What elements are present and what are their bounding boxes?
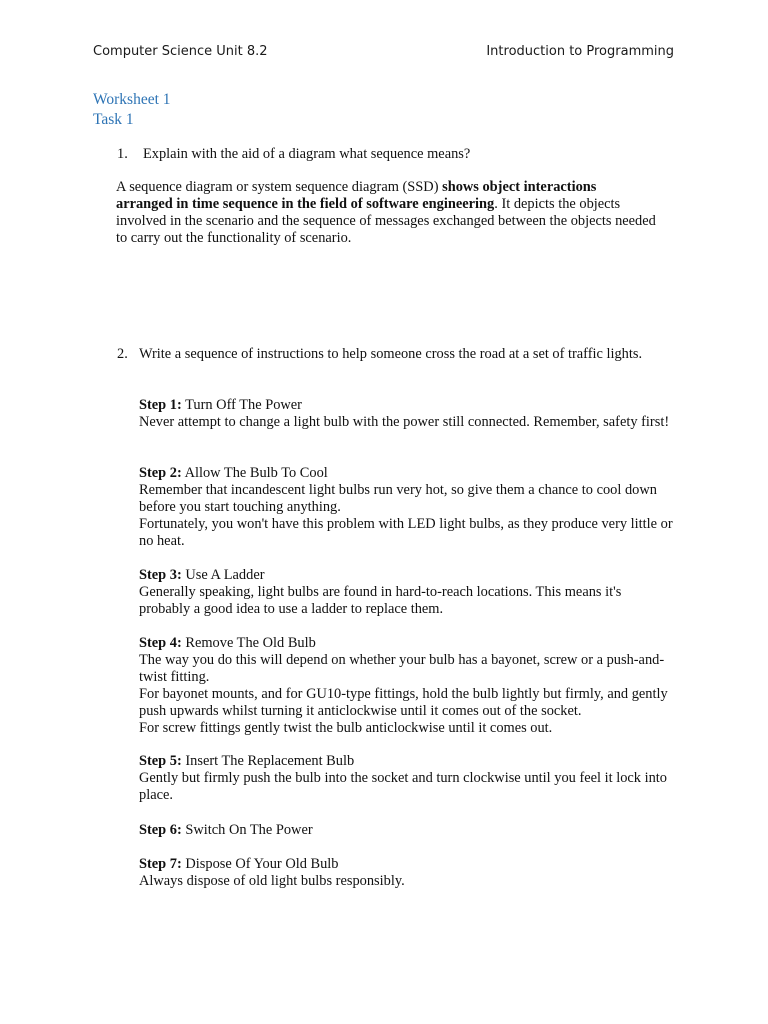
step-1-title: Turn Off The Power	[181, 397, 302, 413]
question-2-text: Write a sequence of instructions to help someone cross the road at a set of traffic lights.	[139, 346, 643, 362]
step-2-body-1: Remember that incandescent light bulbs run very hot, so give them a chance to cool down before you start touching anything.	[139, 482, 657, 515]
question-2-number: 2.	[117, 346, 128, 362]
answer-1-end: . It depicts the objects involved in the scenario and the sequence of messages exchanged between the objects needed to carry out the functionality of scenario.	[116, 196, 656, 246]
step-6	[139, 822, 674, 839]
step-4-body-3: For screw fittings gently twist the bulb anticlockwise until it comes out.	[139, 720, 553, 736]
step-4-body-1: The way you do this will depend on whether your bulb has a bayonet, screw or a push-and-twist fitting.	[139, 652, 665, 685]
answer-1-start: A sequence diagram or system sequence diagram (SSD)	[116, 179, 443, 195]
step-7-title: Dispose Of Your Old Bulb	[181, 856, 339, 872]
step-4	[139, 635, 674, 737]
header-topic-title: Introduction to Programming	[486, 44, 674, 59]
step-3	[139, 567, 674, 618]
step-4-title: Remove The Old Bulb	[181, 635, 316, 651]
step-1	[139, 397, 674, 431]
step-7	[139, 856, 674, 890]
question-1-answer	[116, 179, 656, 247]
step-2-body-2: Fortunately, you won't have this problem with LED light bulbs, as they produce very little or no heat.	[139, 516, 673, 549]
page-header	[93, 44, 674, 64]
step-6-label: Step 6:	[139, 822, 182, 838]
worksheet-title: Worksheet 1	[93, 91, 171, 108]
step-5-title: Insert The Replacement Bulb	[181, 753, 355, 769]
step-2-title: Allow The Bulb To Cool	[181, 465, 328, 481]
step-7-body: Always dispose of old light bulbs responsibly.	[139, 873, 405, 889]
step-3-body: Generally speaking, light bulbs are found in hard-to-reach locations. This means it's probably a good idea to use a ladder to replace them.	[139, 584, 622, 617]
step-4-label: Step 4:	[139, 635, 182, 651]
answer-1-bold: shows object interactions arranged in time sequence in the field of software engineering	[116, 179, 597, 212]
step-3-title: Use A Ladder	[181, 567, 265, 583]
step-7-label: Step 7:	[139, 856, 182, 872]
task-title: Task 1	[93, 111, 134, 128]
step-2	[139, 465, 674, 550]
question-1-number: 1.	[117, 146, 128, 162]
step-4-body-2: For bayonet mounts, and for GU10-type fittings, hold the bulb lightly but firmly, and gently push upwards whilst turning it anticlockwise until it comes out of the socket.	[139, 686, 668, 719]
step-5	[139, 753, 674, 804]
step-2-label: Step 2:	[139, 465, 182, 481]
step-1-label: Step 1:	[139, 397, 182, 413]
header-course-title: Computer Science Unit 8.2	[93, 44, 268, 59]
question-1-text: Explain with the aid of a diagram what sequence means?	[143, 146, 471, 162]
step-1-body: Never attempt to change a light bulb with the power still connected. Remember, safety first!	[139, 414, 670, 430]
step-3-label: Step 3:	[139, 567, 182, 583]
step-5-body: Gently but firmly push the bulb into the socket and turn clockwise until you feel it lock into place.	[139, 770, 667, 803]
step-6-title: Switch On The Power	[181, 822, 313, 838]
step-5-label: Step 5:	[139, 753, 182, 769]
